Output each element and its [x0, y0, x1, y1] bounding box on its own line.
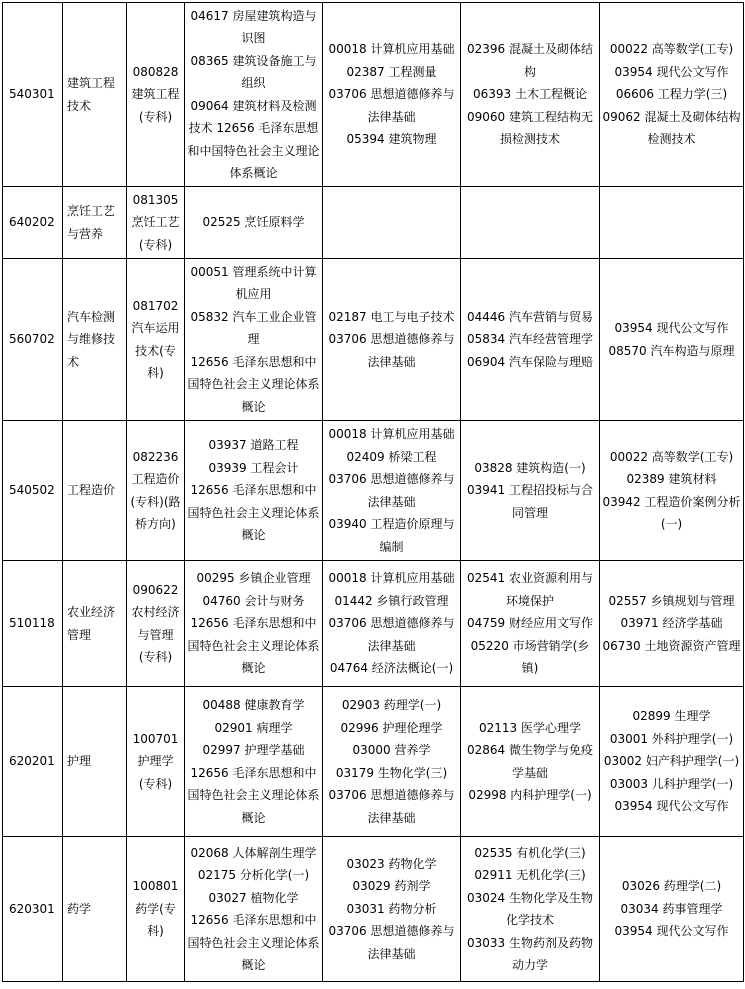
course-list-2 [323, 421, 461, 561]
course-list-3 [461, 687, 600, 837]
exam-course-table [2, 2, 744, 982]
cell-line: 02387 工程测量 [346, 64, 437, 79]
cell-line: 00488 健康教育学 [202, 698, 305, 712]
cell-line: 03001 外科护理学(一) [609, 731, 734, 746]
major-info [127, 3, 185, 187]
cell-line: 03706 思想道德修养与法律基础 [328, 616, 455, 653]
course-list-4 [600, 259, 744, 421]
cell-line: 02911 无机化学(三) [474, 868, 586, 882]
cell-line: 05832 汽车工业企业管理 [190, 309, 317, 347]
table-row [3, 3, 744, 187]
major-info [127, 837, 185, 982]
cell-line: 03941 工程招投标与合同管理 [467, 483, 593, 520]
cell-line: 建筑工程 [131, 87, 180, 102]
specialty-code: 540502 [3, 421, 63, 561]
specialty-name: 烹饪工艺与营养 [63, 187, 127, 259]
course-list-3 [461, 421, 600, 561]
cell-line: 00018 计算机应用基础 [328, 571, 455, 586]
specialty-code: 640202 [3, 187, 63, 259]
cell-line: 02998 内科护理学(一) [468, 788, 592, 802]
cell-line: 03026 药理学(二) [621, 879, 722, 894]
cell-line: 081702 [132, 298, 179, 313]
cell-line: 12656 毛泽东思想和中国特色社会主义理论体系概论 [187, 913, 320, 972]
cell-line: 农村经济与管理 [131, 605, 180, 642]
course-list-3 [461, 837, 600, 982]
specialty-code: 510118 [3, 561, 63, 687]
cell-line: 03031 药物分析 [346, 901, 437, 916]
course-list-4 [600, 561, 744, 687]
cell-line: 03937 道路工程 [208, 438, 299, 453]
cell-line: 药学(专科) [135, 901, 176, 939]
course-list-1 [185, 561, 323, 687]
cell-line: 03706 思想道德修养与法律基础 [328, 788, 455, 825]
course-list-4 [600, 837, 744, 982]
cell-line: 00018 计算机应用基础 [328, 427, 455, 441]
cell-line: 09062 混凝土及砌体结构检测技术 [602, 109, 741, 147]
cell-line: 081305 [132, 192, 179, 207]
cell-line: 02864 微生物学与免疫学基础 [467, 743, 593, 780]
cell-line: 04759 财经应用文写作 [467, 616, 593, 631]
table-row [3, 187, 744, 259]
cell-line: 03023 药物化学 [346, 856, 437, 871]
cell-line: 00295 乡镇企业管理 [196, 571, 311, 586]
cell-line: 02535 有机化学(三) [474, 845, 586, 860]
cell-line: (专科) [138, 650, 173, 664]
cell-line: 03706 思想道德修养与法律基础 [328, 87, 455, 124]
cell-line: 06730 土地资源资产管理 [602, 638, 741, 653]
specialty-name: 护理 [63, 687, 127, 837]
course-list-4 [600, 3, 744, 187]
course-list-4 [600, 687, 744, 837]
course-list-3 [461, 259, 600, 421]
cell-line: 烹饪工艺 [131, 215, 180, 230]
cell-line: 02901 病理学 [214, 720, 293, 735]
cell-line: 00022 高等数学(工专) [609, 449, 734, 464]
cell-line: 02409 桥梁工程 [346, 449, 437, 464]
cell-line: 03002 妇产科护理学(一) [603, 754, 740, 769]
cell-line: (专科) [138, 109, 173, 124]
cell-line: 00022 高等数学(工专) [609, 42, 734, 57]
specialty-name: 药学 [63, 837, 127, 982]
cell-line: 06393 土木工程概论 [473, 87, 587, 102]
cell-line: 03027 植物化学 [208, 890, 299, 905]
cell-line: 08365 建筑设备施工与组织 [190, 53, 317, 90]
major-info [127, 561, 185, 687]
cell-line: 02903 药理学(一) [341, 698, 442, 712]
specialty-name: 汽车检测与维修技术 [63, 259, 127, 421]
cell-line: 06606 工程力学(三) [615, 87, 728, 102]
cell-line: 03954 现代公文写作 [614, 321, 729, 335]
cell-line: (专科) [138, 776, 173, 791]
course-list-3 [461, 561, 600, 687]
specialty-name: 农业经济管理 [63, 561, 127, 687]
course-list-1 [185, 687, 323, 837]
specialty-code: 620301 [3, 837, 63, 982]
cell-line: 06904 汽车保险与理赔 [467, 354, 593, 369]
cell-line: 05220 市场营销学(乡镇) [470, 638, 590, 676]
course-list-3 [461, 3, 600, 187]
course-list-1 [185, 837, 323, 982]
cell-line: 03706 思想道德修养与法律基础 [328, 472, 455, 509]
table-row [3, 561, 744, 687]
table-row [3, 421, 744, 561]
cell-line: (专科) [138, 237, 173, 252]
cell-line: 03024 生物化学及生物化学技术 [467, 890, 593, 927]
cell-line: 03706 思想道德修养与法律基础 [328, 924, 455, 961]
major-info [127, 259, 185, 421]
cell-line: 03029 药剂学 [352, 879, 431, 894]
cell-line: 02557 乡镇规划与管理 [608, 593, 735, 608]
cell-line: 03000 营养学 [352, 743, 431, 757]
cell-line: 082236 [132, 449, 179, 464]
table-row [3, 687, 744, 837]
cell-line: 02996 护理伦理学 [340, 720, 443, 735]
cell-line: 03942 工程造价案例分析(一) [602, 494, 741, 531]
cell-line: 02396 混凝土及砌体结构 [467, 42, 593, 79]
course-list-2 [323, 187, 461, 259]
cell-line: 12656 毛泽东思想和中国特色社会主义理论体系概论 [187, 483, 320, 543]
cell-line: 12656 毛泽东思想和中国特色社会主义理论体系概论 [187, 765, 320, 825]
cell-line: 02899 生理学 [632, 709, 711, 724]
cell-line: 04760 会计与财务 [202, 593, 305, 608]
cell-line: 03179 生物化学(三) [335, 765, 448, 780]
cell-line: 080828 [132, 64, 179, 79]
cell-line: 03033 生物药剂及药物动力学 [467, 935, 593, 972]
course-list-2 [323, 259, 461, 421]
cell-line: 03940 工程造价原理与编制 [328, 517, 455, 554]
table-row [3, 837, 744, 982]
cell-line: 01442 乡镇行政管理 [334, 593, 449, 608]
cell-line: 04764 经济法概论(一) [329, 661, 454, 676]
cell-line: 03954 现代公文写作 [614, 924, 729, 939]
cell-line: 03034 药事管理学 [620, 901, 723, 916]
course-list-1 [185, 3, 323, 187]
cell-line: 03003 儿科护理学(一) [609, 776, 734, 791]
cell-line: 100701 [132, 731, 179, 746]
major-info [127, 187, 185, 259]
cell-line: 05834 汽车经营管理学 [467, 332, 593, 347]
cell-line: 02187 电工与电子技术 [328, 309, 455, 324]
course-list-2 [323, 561, 461, 687]
cell-line: 03971 经济学基础 [620, 616, 723, 631]
course-list-4 [600, 421, 744, 561]
cell-line: 00018 计算机应用基础 [328, 42, 455, 57]
cell-line: 09064 建筑材料及检测技术 12656 毛泽东思想和中国特色社会主义理论体系概论 [187, 98, 320, 180]
course-list-2 [323, 3, 461, 187]
specialty-name: 工程造价 [63, 421, 127, 561]
cell-line: 04617 房屋建筑构造与识图 [190, 8, 317, 45]
cell-line: 03954 现代公文写作 [614, 799, 729, 814]
course-list-3 [461, 187, 600, 259]
major-info [127, 687, 185, 837]
cell-line: 03939 工程会计 [208, 460, 299, 475]
cell-line: 100801 [132, 879, 179, 894]
cell-line: 04446 汽车营销与贸易 [467, 309, 593, 324]
course-list-1: 02525 烹饪原料学 [185, 187, 323, 259]
specialty-code: 620201 [3, 687, 63, 837]
course-list-2 [323, 687, 461, 837]
cell-line: 02113 医学心理学 [479, 720, 581, 735]
cell-line: 09060 建筑工程结构无损检测技术 [467, 109, 593, 147]
cell-line: 03828 建筑构造(一) [474, 460, 586, 475]
cell-line: 02068 人体解剖生理学 [190, 845, 317, 860]
cell-line: 12656 毛泽东思想和中国特色社会主义理论体系概论 [187, 354, 320, 414]
major-info [127, 421, 185, 561]
course-list-1 [185, 421, 323, 561]
cell-line: 护理学 [137, 754, 174, 769]
cell-line: (专科)(路桥方向) [130, 494, 181, 531]
cell-line: 02389 建筑材料 [626, 472, 717, 486]
cell-line: 02541 农业资源利用与环境保护 [467, 571, 593, 608]
specialty-name: 建筑工程技术 [63, 3, 127, 187]
specialty-code: 540301 [3, 3, 63, 187]
cell-line: 02997 护理学基础 [202, 743, 305, 757]
cell-line: 工程造价 [131, 472, 180, 486]
cell-line: 00051 管理系统中计算机应用 [190, 264, 317, 302]
course-list-1 [185, 259, 323, 421]
cell-line: 05394 建筑物理 [346, 132, 437, 147]
cell-line: 02175 分析化学(一) [197, 868, 310, 882]
course-list-4 [600, 187, 744, 259]
cell-line: 03706 思想道德修养与法律基础 [328, 332, 455, 369]
cell-line: 03954 现代公文写作 [614, 64, 729, 79]
cell-line: 12656 毛泽东思想和中国特色社会主义理论体系概论 [187, 616, 320, 676]
cell-line: 090622 [132, 582, 179, 597]
course-list-2 [323, 837, 461, 982]
cell-line: 汽车运用技术(专科) [131, 321, 180, 380]
specialty-code: 560702 [3, 259, 63, 421]
cell-line: 08570 汽车构造与原理 [608, 343, 735, 358]
table-row [3, 259, 744, 421]
